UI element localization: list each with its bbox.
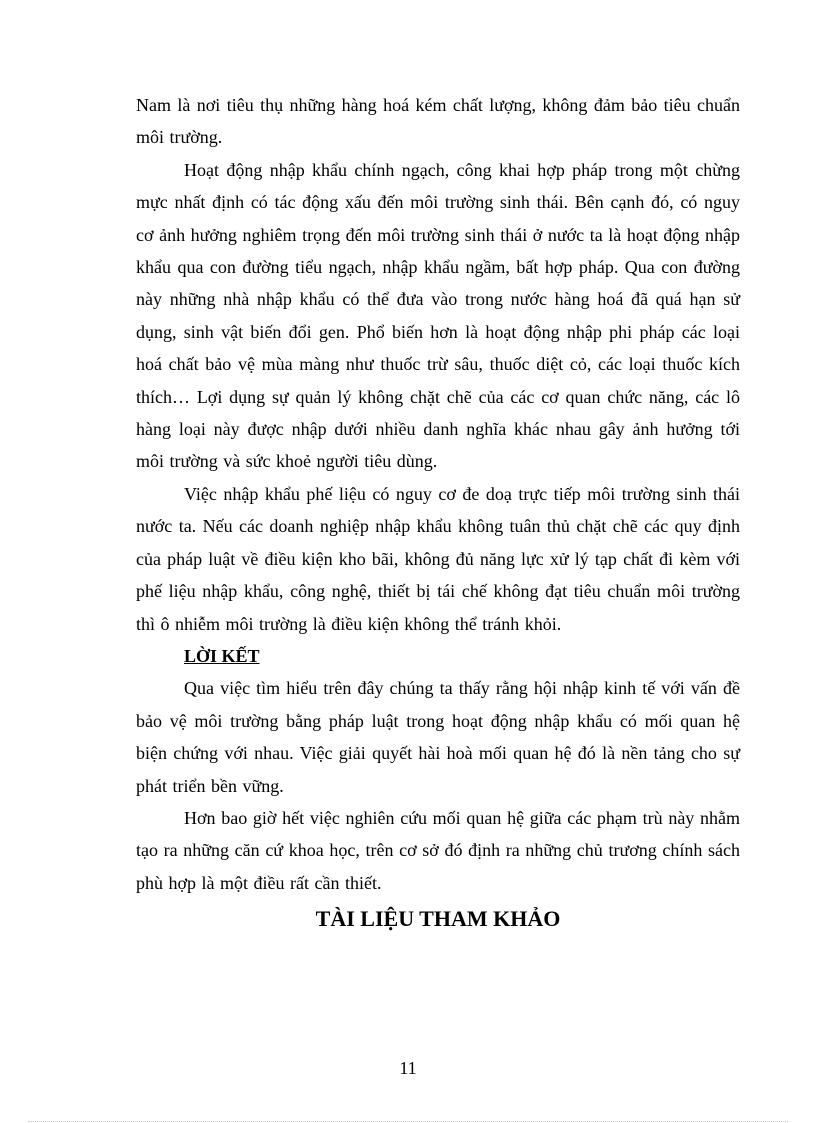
page-bottom-divider <box>28 1121 788 1122</box>
conclusion-heading: LỜI KẾT <box>184 645 260 666</box>
paragraph-scrap-import: Việc nhập khẩu phế liệu có nguy cơ đe doạ trực tiếp môi trường sinh thái nước ta. Nếu các doanh nghiệp nhập khẩu không tuân thủ chặt chẽ các quy định của pháp luật về điều kiện kho bãi, không đủ năng lực xử lý tạp chất đi kèm với phế liệu nhập khẩu, công nghệ, thiết bị tái chế không đạt tiêu chuẩn môi trường thì ô nhiễm môi trường là điều kiện không thể tránh khỏi. <box>136 483 740 634</box>
paragraph-import-impact: Hoạt động nhập khẩu chính ngạch, công khai hợp pháp trong một chừng mực nhất định có tác động xấu đến môi trường sinh thái. Bên cạnh đó, có nguy cơ ảnh hưởng nghiêm trọng đến môi trường sinh thái ở nước ta là hoạt động nhập khẩu qua con đường tiểu ngạch, nhập khẩu ngầm, bất hợp pháp. Qua con đường này những nhà nhập khẩu có thể đưa vào trong nước hàng hoá đã quá hạn sử dụng, sinh vật biến đổi gen. Phổ biến hơn là hoạt động nhập phi pháp các loại hoá chất bảo vệ mùa màng như thuốc trừ sâu, thuốc diệt cỏ, các loại thuốc kích thích… Lợi dụng sự quản lý không chặt chẽ của các cơ quan chức năng, các lô hàng loại này được nhập dưới nhiều danh nghĩa khác nhau gây ảnh hưởng tới môi trường và sức khoẻ người tiêu dùng. <box>136 159 740 472</box>
references-title: TÀI LIỆU THAM KHẢO <box>315 906 561 932</box>
page-number: 11 <box>399 1058 417 1078</box>
paragraph-conclusion-2: Hơn bao giờ hết việc nghiên cứu mối quan hệ giữa các phạm trù này nhằm tạo ra những căn cứ khoa học, trên cơ sở đó định ra những chủ trương chính sách phù hợp là một điều rất cần thiết. <box>136 807 740 893</box>
page-content <box>136 89 740 937</box>
paragraph-continuation: Nam là nơi tiêu thụ những hàng hoá kém chất lượng, không đảm bảo tiêu chuẩn môi trường. <box>136 95 740 148</box>
paragraph-conclusion-1: Qua việc tìm hiểu trên đây chúng ta thấy rằng hội nhập kinh tế với vấn đề bảo vệ môi trường bằng pháp luật trong hoạt động nhập khẩu có mối quan hệ biện chứng với nhau. Việc giải quyết hài hoà mối quan hệ đó là nền tảng cho sự phát triển bền vững. <box>136 678 740 796</box>
